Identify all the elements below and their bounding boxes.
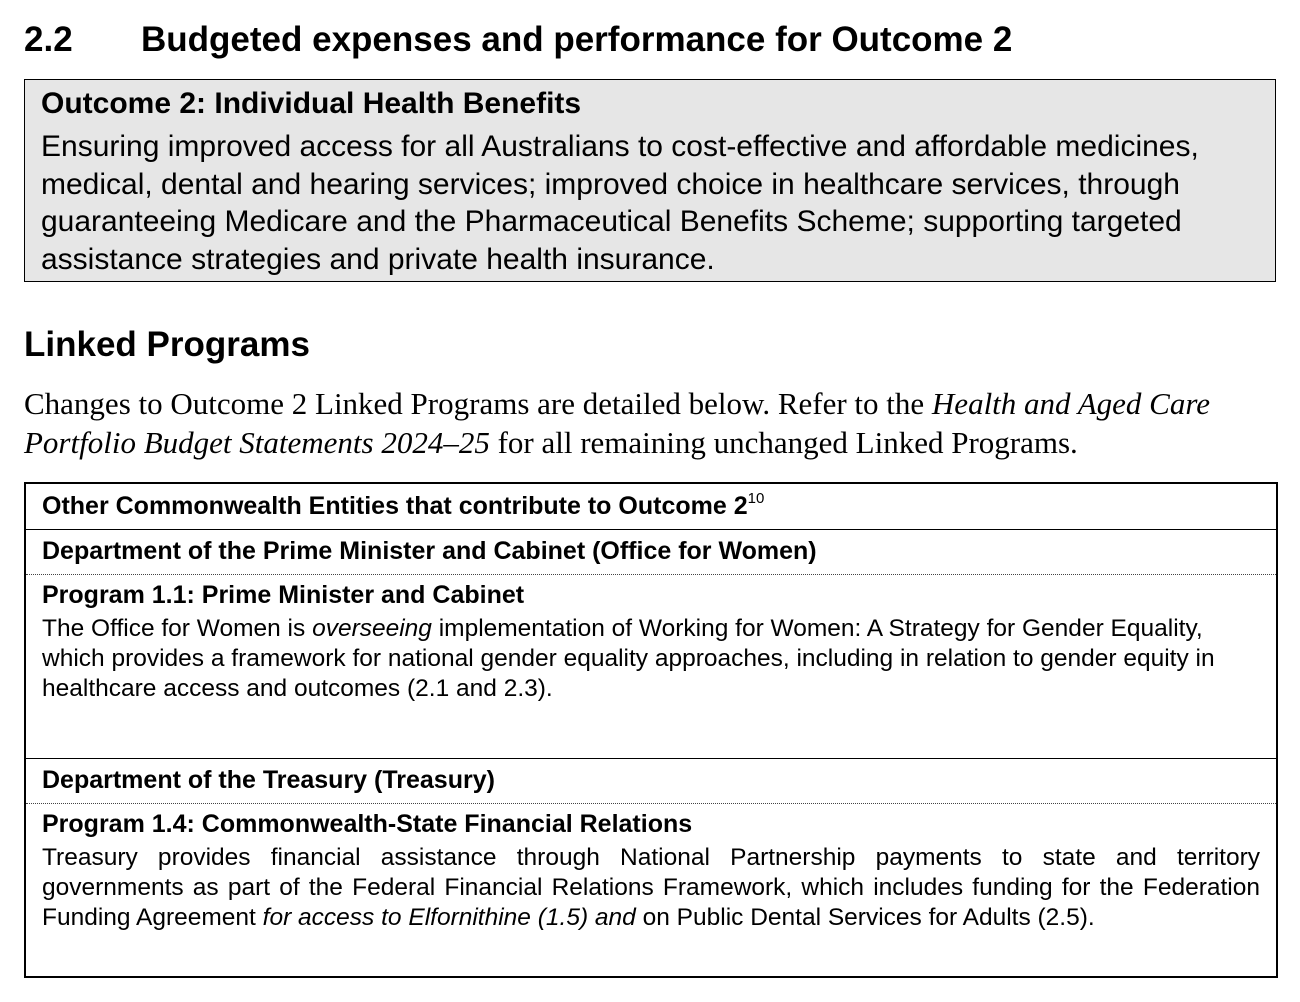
table-header xyxy=(26,484,1276,530)
program-row xyxy=(26,804,1276,976)
outcome-description: Ensuring improved access for all Australians to cost-effective and affordable medicines, medical, dental and hearing services; improved choice in healthcare services, through guaranteeing Medicare and the Pharmaceutical Benefits Scheme; supporting targeted assistance strategies and private health insurance. xyxy=(41,130,1199,276)
section-title: Budgeted expenses and performance for Outcome 2 xyxy=(141,20,1013,59)
program-description xyxy=(42,614,1260,704)
program-desc-text: implementation of Working for Women: A Strategy for Gender Equality, which provides a framework for national gender equality approaches, including in relation to gender equity in healthcare access and outcomes (2.1 and 2.3). xyxy=(42,615,1215,702)
linked-programs-heading: Linked Programs xyxy=(24,325,310,364)
program-desc-text: Treasury provides financial assistance through National Partnership payments to state and territory governments as part of the Federal Financial Relations Framework, which includes funding for the Federation Funding Agreement xyxy=(42,844,1260,931)
footnote-reference[interactable]: 10 xyxy=(747,490,765,507)
program-title: Program 1.1: Prime Minister and Cabinet xyxy=(42,581,525,609)
program-description xyxy=(42,843,1260,933)
section-heading xyxy=(24,18,1012,62)
entity-row xyxy=(26,759,1276,804)
program-desc-italic: overseeing xyxy=(312,615,432,642)
entity-name: Department of the Treasury (Treasury) xyxy=(42,766,495,794)
linked-programs-table xyxy=(24,482,1278,978)
table-header-text: Other Commonwealth Entities that contribute to Outcome 2 xyxy=(42,492,748,520)
program-desc-text: The Office for Women is xyxy=(42,615,313,642)
entity-row xyxy=(26,530,1276,575)
intro-publication-title: Health and Aged Care Portfolio Budget Statements 2024–25 xyxy=(24,386,1211,460)
entity-name: Department of the Prime Minister and Cabinet (Office for Women) xyxy=(42,537,817,565)
program-row xyxy=(26,575,1276,759)
outcome-title: Outcome 2: Individual Health Benefits xyxy=(41,87,582,120)
outcome-box xyxy=(24,79,1276,282)
program-desc-text: on Public Dental Services for Adults (2.5). xyxy=(635,904,1095,931)
section-number: 2.2 xyxy=(24,20,73,59)
intro-text-end: for all remaining unchanged Linked Programs. xyxy=(489,424,1078,460)
intro-text-start: Changes to Outcome 2 Linked Programs are detailed below. Refer to the xyxy=(24,386,932,421)
linked-programs-intro xyxy=(24,385,1286,462)
program-title: Program 1.4: Commonwealth-State Financial Relations xyxy=(42,810,693,838)
program-desc-italic: for access to Elfornithine (1.5) and xyxy=(262,904,636,931)
